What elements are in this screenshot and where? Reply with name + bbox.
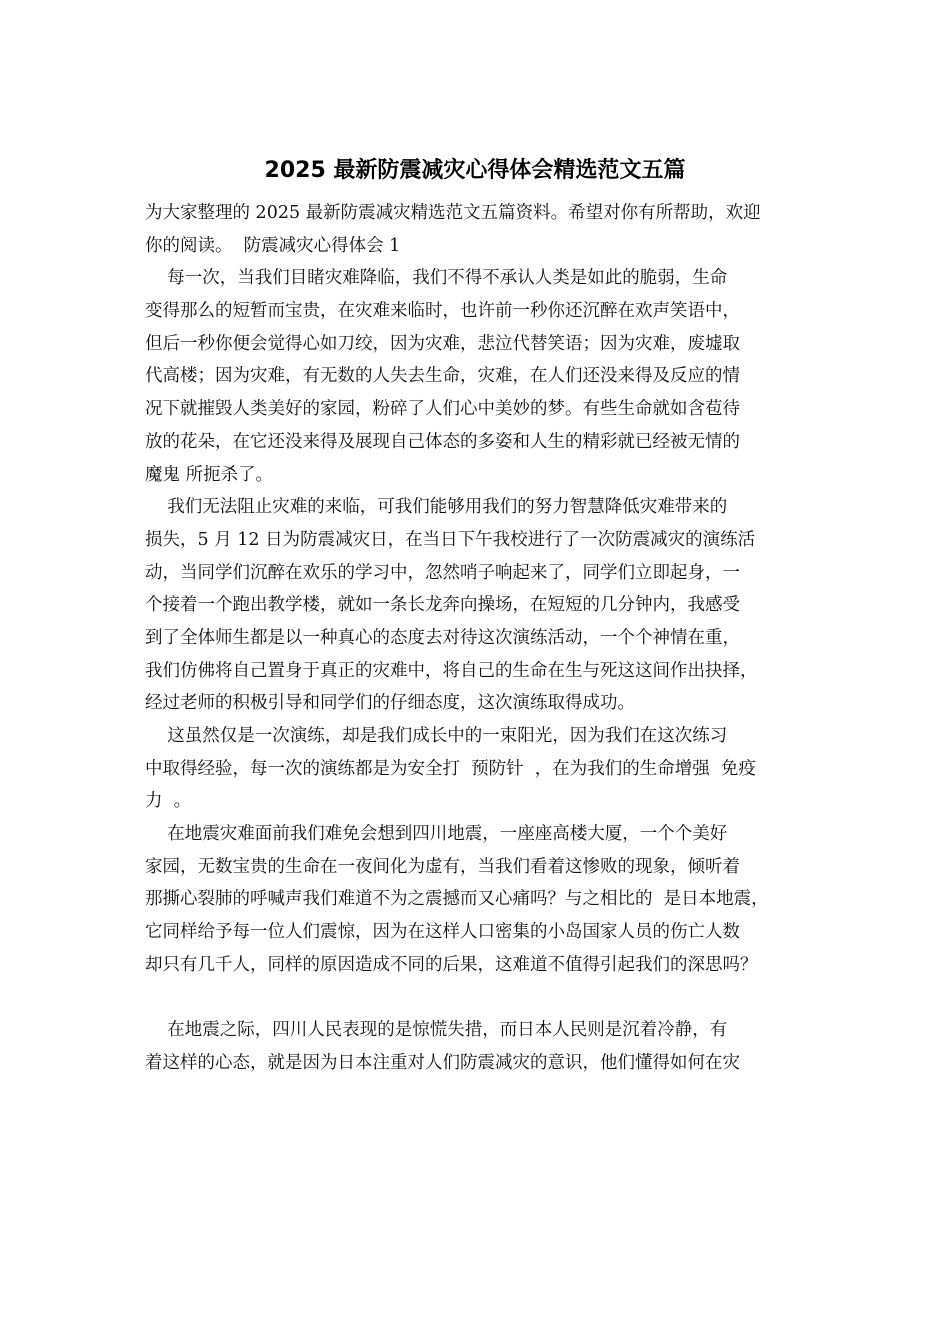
body-line: 那撕心裂肺的呼喊声我们难道不为之震撼而又心痛吗？与之相比的 是日本地震， [145, 889, 769, 910]
document-body [145, 197, 810, 1080]
body-line: 中取得经验，每一次的演练都是为安全打 预防针 ，在为我们的生命增强 免疫 [145, 758, 756, 779]
body-line [145, 982, 810, 1015]
body-line: 到了全体师生都是以一种真心的态度去对待这次演练活动，一个个神情在重， [145, 627, 740, 648]
body-line: 家园，无数宝贵的生命在一夜间化为虚有，当我们看着这惨败的现象，倾听着 [145, 856, 740, 877]
body-line: 我们仿佛将自己置身于真正的灾难中，将自己的生命在生与死这这间作出抉择， [145, 660, 758, 681]
body-line: 魔鬼 所扼杀了。 [145, 464, 274, 485]
body-line: 动，当同学们沉醉在欢乐的学习中，忽然哨子响起来了，同学们立即起身，一 [145, 562, 740, 583]
body-line: 每一次，当我们目睹灾难降临，我们不得不承认人类是如此的脆弱，生命 [145, 268, 728, 289]
body-line: 况下就摧毁人类美好的家园，粉碎了人们心中美妙的梦。有些生命就如含苞待 [145, 399, 740, 420]
body-line: 你的阅读。 防震减灾心得体会 1 [145, 235, 401, 256]
body-line: 个接着一个跑出教学楼，就如一条长龙奔向操场，在短短的几分钟内，我感受 [145, 595, 740, 616]
body-line: 我们无法阻止灾难的来临，可我们能够用我们的努力智慧降低灾难带来的 [145, 497, 728, 518]
body-line: 但后一秒你便会觉得心如刀绞，因为灾难，悲泣代替笑语；因为灾难，废墟取 [145, 333, 740, 354]
body-line: 经过老师的积极引导和同学们的仔细态度，这次演练取得成功。 [145, 693, 635, 714]
body-line: 却只有几千人，同样的原因造成不同的后果，这难道不值得引起我们的深思吗？ [145, 954, 758, 975]
body-line: 放的花朵，在它还没来得及展现自己体态的多姿和人生的精彩就已经被无情的 [145, 431, 740, 452]
body-line: 为大家整理的 2025 最新防震减灾精选范文五篇资料。希望对你有所帮助，欢迎 [145, 203, 761, 223]
body-line: 损失，5 月 12 日为防震减灾日，在当日下午我校进行了一次防震减灾的演练活 [145, 529, 756, 550]
body-line: 代高楼；因为灾难，有无数的人失去生命，灾难，在人们还没来得及反应的情 [145, 366, 740, 387]
body-line: 在地震灾难面前我们难免会想到四川地震，一座座高楼大厦，一个个美好 [145, 824, 728, 845]
body-line: 在地震之际，四川人民表现的是惊慌失措，而日本人民则是沉着冷静，有 [145, 1020, 728, 1041]
body-line: 它同样给予每一位人们震惊，因为在这样人口密集的小岛国家人员的伤亡人数 [145, 922, 740, 943]
body-line: 这虽然仅是一次演练，却是我们成长中的一束阳光，因为我们在这次练习 [145, 726, 728, 746]
body-line: 着这样的心态，就是因为日本注重对人们防震减灾的意识，他们懂得如何在灾 [145, 1052, 740, 1073]
document-title: 2025 最新防震减灾心得体会精选范文五篇 [264, 158, 686, 183]
body-line: 力 。 [145, 791, 192, 812]
body-line: 变得那么的短暂而宝贵，在灾难来临时，也许前一秒你还沉醉在欢声笑语中， [145, 301, 740, 322]
